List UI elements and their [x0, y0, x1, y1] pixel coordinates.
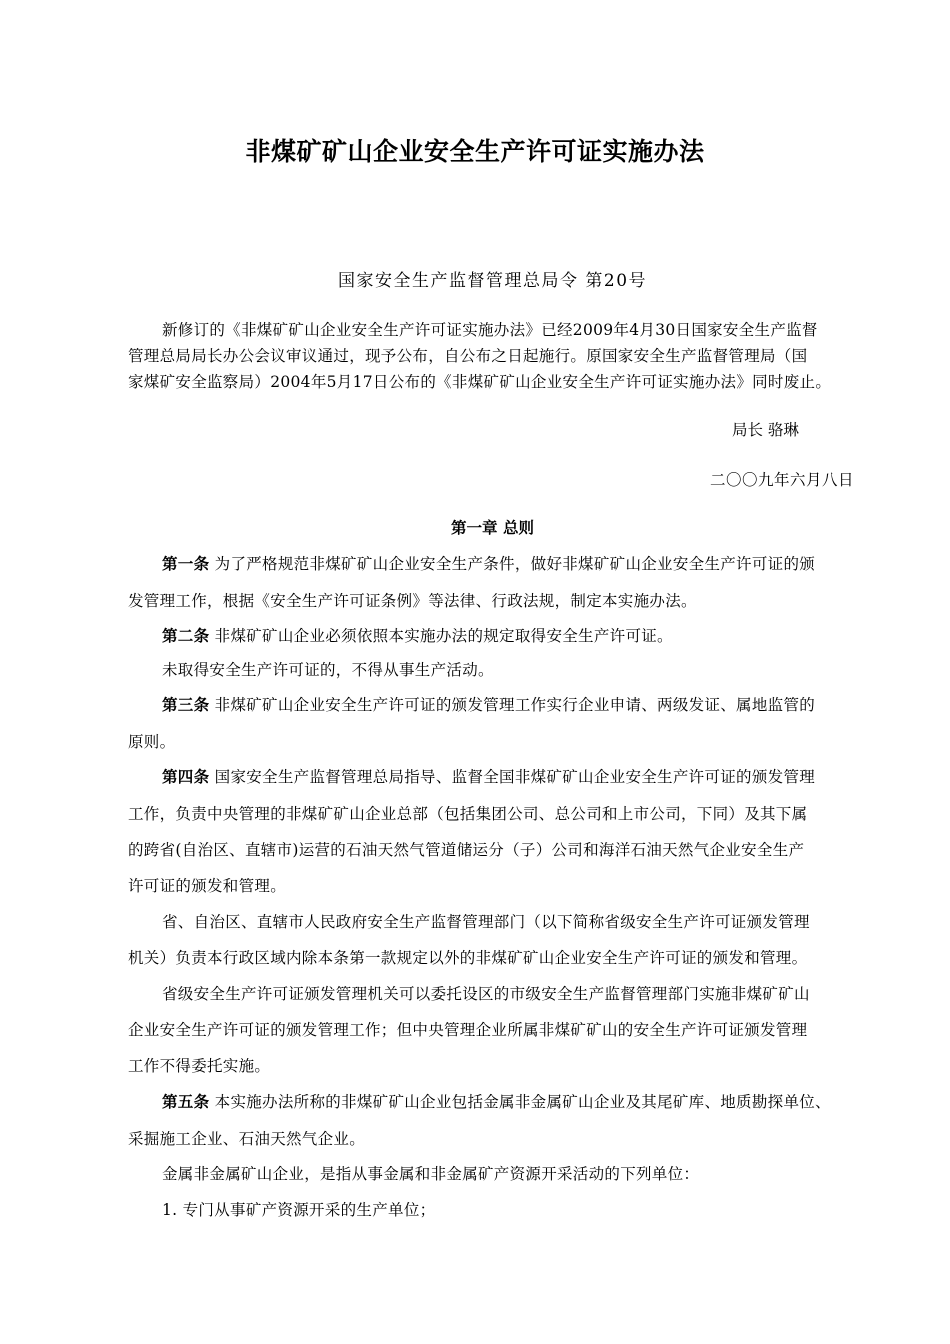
article-1 — [162, 552, 815, 574]
article-1-line-2: 发管理工作，根据《安全生产许可证条例》等法律、行政法规，制定本实施办法。 — [128, 592, 697, 610]
preamble-line-3: 家煤矿安全监察局）2004年5月17日公布的《非煤矿矿山企业安全生产许可证实施办法》同时废止。 — [128, 373, 832, 391]
article-text: 非煤矿矿山企业必须依照本实施办法的规定取得安全生产许可证。 — [214, 627, 673, 645]
article-text: 非煤矿矿山企业安全生产许可证的颁发管理工作实行企业申请、两级发证、属地监管的 — [214, 696, 816, 714]
article-4-para-2-line-1: 省、自治区、直辖市人民政府安全生产监督管理部门（以下简称省级安全生产许可证颁发管理 — [162, 913, 810, 931]
article-text: 本实施办法所称的非煤矿矿山企业包括金属非金属矿山企业及其尾矿库、地质勘探单位、 — [214, 1093, 831, 1111]
article-label: 第四条 — [162, 767, 210, 786]
article-4 — [162, 765, 815, 787]
chapter-heading: 第一章 总则 — [451, 518, 534, 537]
article-4-para-3-line-3: 工作不得委托实施。 — [128, 1057, 271, 1075]
article-4-line-4: 许可证的颁发和管理。 — [128, 877, 287, 895]
article-label: 第五条 — [162, 1092, 210, 1111]
preamble-line-2: 管理总局局长办公会议审议通过，现予公布，自公布之日起施行。原国家安全生产监督管理局（国 — [128, 347, 808, 365]
article-text: 为了严格规范非煤矿矿山企业安全生产条件，做好非煤矿矿山企业安全生产许可证的颁 — [214, 555, 816, 573]
article-label: 第一条 — [162, 554, 210, 573]
order-number: 国家安全生产监督管理总局令 第20号 — [337, 271, 648, 291]
signature: 局长 骆琳 — [732, 421, 799, 439]
article-4-line-3: 的跨省(自治区、直辖市)运营的石油天然气管道储运分（子）公司和海洋石油天然气企业安全生产 — [128, 841, 805, 859]
article-4-para-3-line-1: 省级安全生产许可证颁发管理机关可以委托设区的市级安全生产监督管理部门实施非煤矿矿山 — [162, 985, 810, 1003]
document-title: 非煤矿矿山企业安全生产许可证实施办法 — [245, 137, 705, 166]
article-4-para-3-line-2: 企业安全生产许可证的颁发管理工作；但中央管理企业所属非煤矿矿山的安全生产许可证颁发管理 — [128, 1021, 808, 1039]
article-5-line-2: 采掘施工企业、石油天然气企业。 — [128, 1130, 366, 1148]
article-4-para-2-line-2: 机关）负责本行政区域内除本条第一款规定以外的非煤矿矿山企业安全生产许可证的颁发和管理。 — [128, 949, 808, 967]
article-2-para-2: 未取得安全生产许可证的，不得从事生产活动。 — [162, 661, 494, 679]
article-5 — [162, 1090, 831, 1112]
article-label: 第二条 — [162, 626, 210, 645]
article-2 — [162, 624, 673, 646]
article-3-line-2: 原则。 — [128, 733, 176, 751]
preamble-line-1: 新修订的《非煤矿矿山企业安全生产许可证实施办法》已经2009年4月30日国家安全生产监督 — [162, 321, 818, 339]
article-label: 第三条 — [162, 695, 210, 714]
article-3 — [162, 693, 815, 715]
article-5-para-2: 金属非金属矿山企业，是指从事金属和非金属矿产资源开采活动的下列单位： — [162, 1165, 700, 1183]
article-text: 国家安全生产监督管理总局指导、监督全国非煤矿矿山企业安全生产许可证的颁发管理 — [214, 768, 816, 786]
issue-date: 二〇〇九年六月八日 — [710, 471, 855, 489]
article-5-para-3: 1. 专门从事矿产资源开采的生产单位； — [162, 1201, 436, 1219]
article-4-line-2: 工作，负责中央管理的非煤矿矿山企业总部（包括集团公司、总公司和上市公司，下同）及其下属 — [128, 805, 808, 823]
